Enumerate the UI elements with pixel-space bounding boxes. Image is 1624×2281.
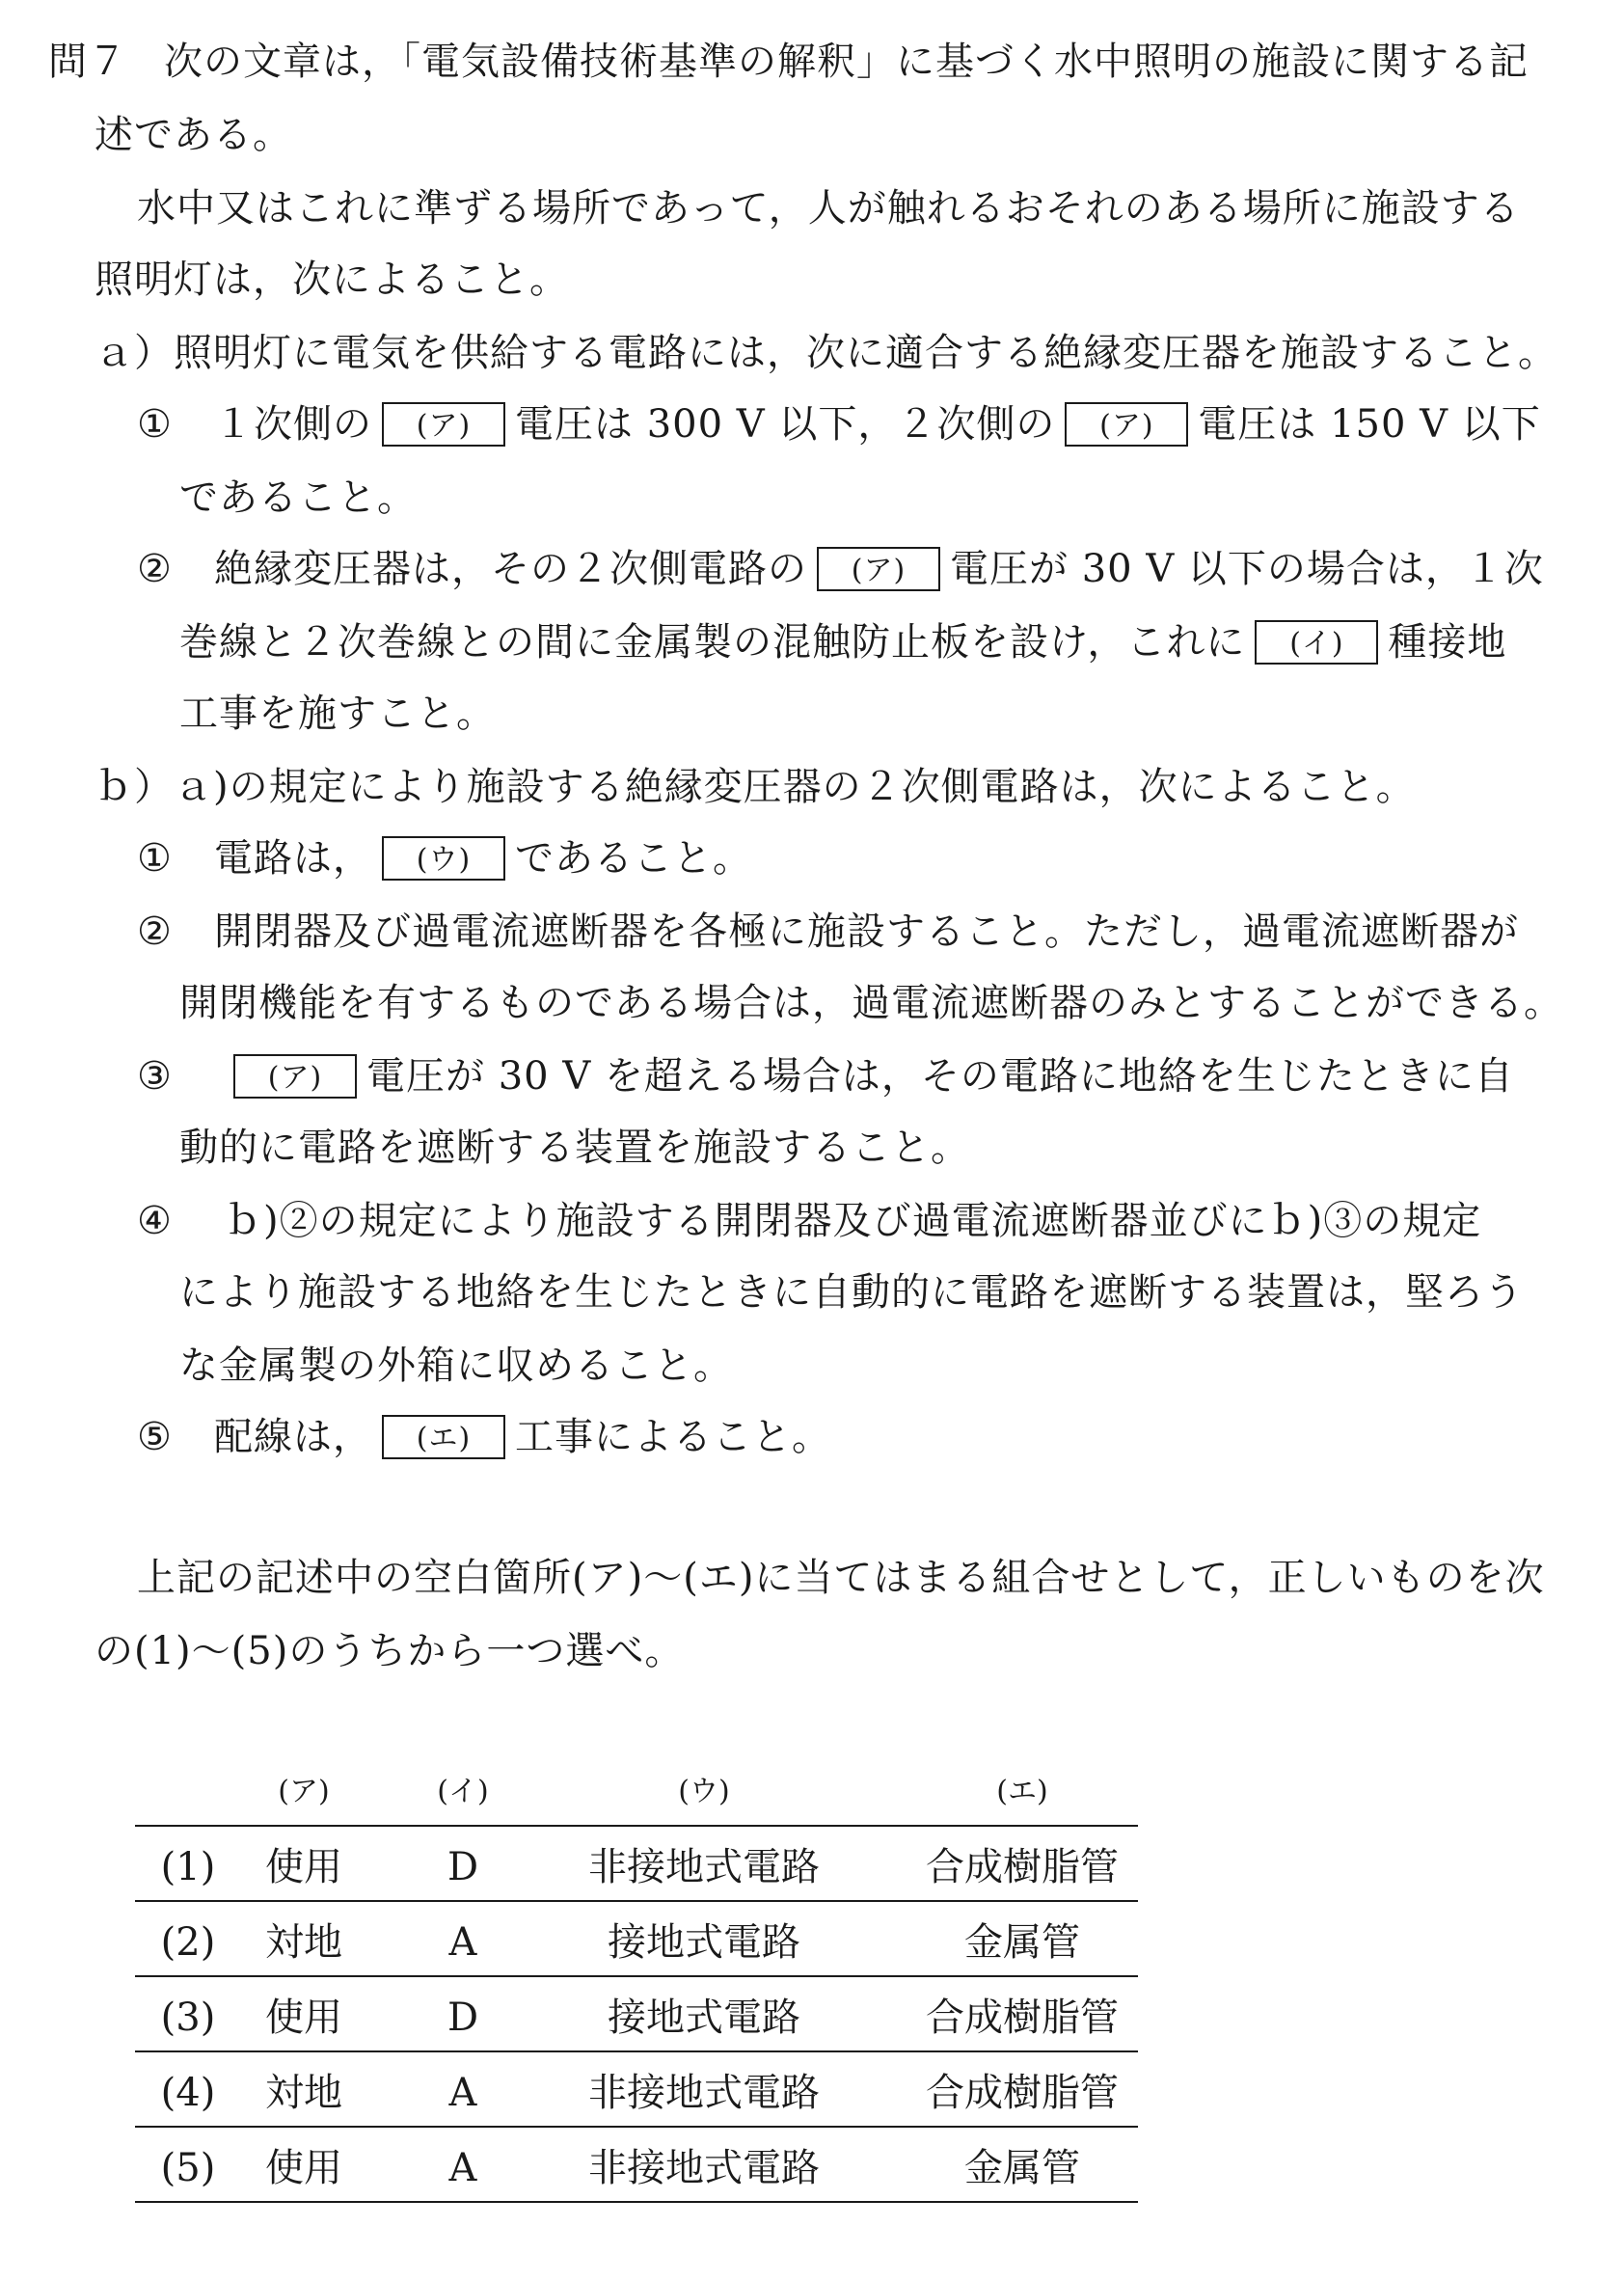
item-b5 [137, 1410, 831, 1464]
choice-cell-u: 非接地式電路 [588, 2071, 820, 2115]
item-a1-text3: 電圧は 150 V 以下 [1198, 402, 1541, 447]
choice-cell-e: 合成樹脂管 [926, 2071, 1119, 2115]
item-a2-cont-text2: 種接地 [1388, 620, 1507, 665]
section-a-heading: ａ）照明灯に電気を供給する電路には，次に適合する絶縁変圧器を施設すること。 [95, 331, 1557, 375]
instruction-line1: 上記の記述中の空白箇所(ア)～(エ)に当てはまる組合せとして，正しいものを次 [137, 1556, 1545, 1600]
table-rule [135, 2201, 1138, 2203]
item-b5-text2: 工事によること。 [515, 1415, 831, 1459]
item-marker: ② [137, 547, 173, 591]
blank-i: (イ) [1255, 620, 1378, 665]
item-a2-cont1 [179, 615, 1506, 669]
item-a2-text1: 絶縁変圧器は，その２次側電路の [214, 547, 807, 591]
section-b-heading: ｂ）ａ)の規定により施設する絶縁変圧器の２次側電路は，次によること。 [95, 765, 1416, 809]
item-a1-text1: １次側の [214, 402, 372, 447]
item-a1-text2: 電圧は 300 V 以下，２次側の [515, 402, 1056, 447]
blank-a: (ア) [1065, 402, 1188, 447]
item-b1-text2: であること。 [515, 836, 752, 881]
table-rule [135, 1825, 1138, 1827]
choice-cell-e: 合成樹脂管 [926, 1996, 1119, 2040]
choice-cell-u: 非接地式電路 [588, 1845, 820, 1889]
choice-number: (2) [160, 1920, 216, 1965]
choice-cell-u: 接地式電路 [608, 1920, 800, 1965]
item-marker: ④ [137, 1199, 173, 1243]
item-b4 [137, 1194, 1481, 1248]
choice-number: (3) [160, 1996, 216, 2040]
choice-cell-u: 非接地式電路 [588, 2146, 820, 2190]
item-b4-cont1: により施設する地絡を生じたときに自動的に電路を遮断する装置は，堅ろう [179, 1270, 1524, 1315]
item-marker: ① [137, 402, 173, 447]
table-header-u: (ウ) [678, 1775, 730, 1808]
table-rule [135, 2050, 1138, 2052]
choice-cell-i: A [448, 2071, 477, 2115]
table-rule [135, 1900, 1138, 1902]
choice-cell-a: 使用 [265, 2146, 342, 2190]
question-number: 問７ [48, 40, 127, 84]
blank-a: (ア) [817, 547, 940, 591]
item-b2 [137, 905, 1519, 959]
question-stem: 次の文章は，「電気設備技術基準の解釈」に基づく水中照明の施設に関する記 [164, 40, 1529, 84]
item-b3 [137, 1049, 1514, 1103]
item-marker: ① [137, 836, 173, 881]
item-a2 [137, 542, 1544, 596]
item-b4-cont2: な金属製の外箱に収めること。 [179, 1344, 733, 1388]
table-rule [135, 1975, 1138, 1977]
item-a2-cont2: 工事を施すこと。 [179, 692, 496, 736]
item-a1-cont: であること。 [179, 475, 417, 520]
item-b5-text1: 配線は， [214, 1415, 372, 1459]
item-a2-cont-text1: 巻線と２次巻線との間に金属製の混触防止板を設け，これに [179, 620, 1246, 665]
blank-a: (ア) [233, 1054, 357, 1099]
choice-number: (1) [160, 1845, 216, 1889]
item-a1 [137, 397, 1541, 451]
choice-cell-i: A [448, 1920, 477, 1965]
item-marker: ③ [137, 1054, 173, 1099]
choice-cell-a: 対地 [265, 1920, 342, 1965]
choice-cell-a: 対地 [265, 2071, 342, 2115]
choice-cell-e: 金属管 [964, 1920, 1080, 1965]
choice-cell-a: 使用 [265, 1845, 342, 1889]
choice-cell-e: 合成樹脂管 [926, 1845, 1119, 1889]
question-stem-line2: 述である。 [95, 113, 292, 157]
item-b2-cont: 開閉機能を有するものである場合は，過電流遮断器のみとすることができる。 [179, 981, 1563, 1025]
instruction-line2: の(1)～(5)のうちから一つ選べ。 [95, 1629, 685, 1673]
item-b3-text: 電圧が 30 V を超える場合は，その電路に地絡を生じたときに自 [366, 1054, 1514, 1099]
blank-u: (ウ) [382, 836, 505, 881]
choice-cell-i: D [447, 1845, 479, 1889]
table-header-i: (イ) [437, 1775, 489, 1808]
table-rule [135, 2126, 1138, 2128]
choice-number: (4) [160, 2071, 216, 2115]
blank-e: (エ) [382, 1415, 505, 1459]
table-header-a: (ア) [278, 1775, 330, 1808]
choice-cell-i: D [447, 1996, 479, 2040]
choice-cell-e: 金属管 [964, 2146, 1080, 2190]
choice-cell-i: A [448, 2146, 477, 2190]
item-b3-cont: 動的に電路を遮断する装置を施設すること。 [179, 1126, 970, 1170]
item-b1-text1: 電路は， [214, 836, 372, 881]
item-b4-text: ｂ)②の規定により施設する開閉器及び過電流遮断器並びにｂ)③の規定 [224, 1199, 1482, 1243]
question-stem-line1 [48, 35, 1529, 89]
intro-line1: 水中又はこれに準ずる場所であって，人が触れるおそれのある場所に施設する [137, 186, 1520, 231]
blank-a: (ア) [382, 402, 505, 447]
item-b2-text: 開閉器及び過電流遮断器を各極に施設すること。ただし，過電流遮断器が [214, 910, 1519, 954]
item-marker: ② [137, 910, 173, 954]
intro-line2: 照明灯は，次によること。 [95, 258, 569, 302]
item-a2-text2: 電圧が 30 V 以下の場合は，１次 [950, 547, 1544, 591]
choice-cell-a: 使用 [265, 1996, 342, 2040]
choice-number: (5) [160, 2146, 216, 2190]
table-header-e: (エ) [996, 1775, 1048, 1808]
choice-cell-u: 接地式電路 [608, 1996, 800, 2040]
item-marker: ⑤ [137, 1415, 173, 1459]
item-b1 [137, 831, 752, 885]
